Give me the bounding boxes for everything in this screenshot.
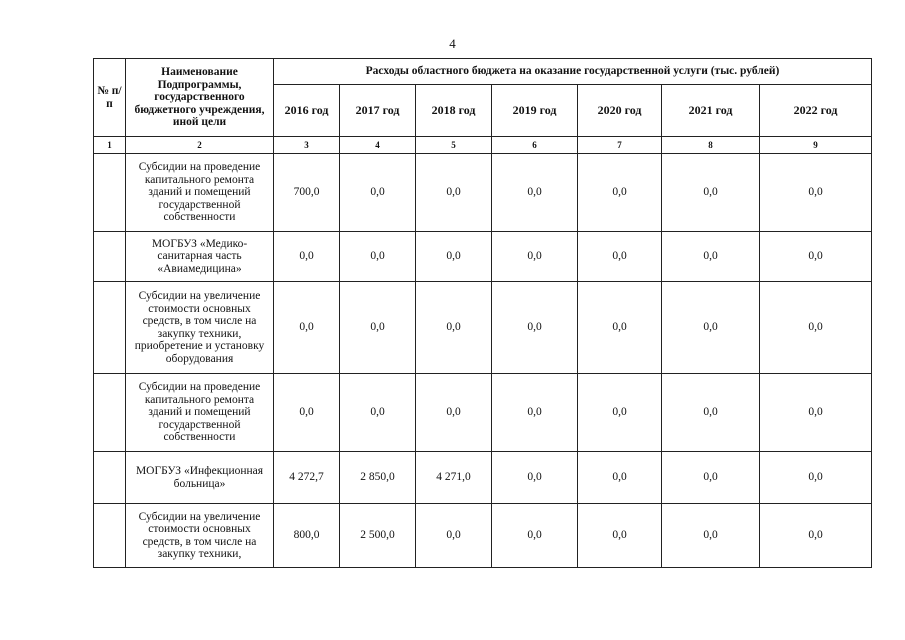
row-name: МОГБУЗ «Медико-санитарная часть «Авиамедицина» — [126, 232, 274, 282]
header-year: 2018 год — [416, 85, 492, 137]
header-year: 2019 год — [492, 85, 578, 137]
header-group-title: Расходы областного бюджета на оказание государственной услуги (тыс. рублей) — [274, 59, 872, 85]
row-value: 0,0 — [340, 232, 416, 282]
row-value: 0,0 — [578, 232, 662, 282]
row-value: 0,0 — [760, 452, 872, 504]
column-number: 7 — [578, 137, 662, 154]
row-value: 0,0 — [340, 374, 416, 452]
row-value: 0,0 — [760, 154, 872, 232]
row-value: 700,0 — [274, 154, 340, 232]
column-number: 3 — [274, 137, 340, 154]
row-value: 0,0 — [492, 282, 578, 374]
column-number: 2 — [126, 137, 274, 154]
row-value: 0,0 — [416, 232, 492, 282]
row-name: Субсидии на увеличение стоимости основных средств, в том числе на закупку техники, — [126, 504, 274, 568]
row-value: 0,0 — [416, 374, 492, 452]
row-num — [94, 282, 126, 374]
header-name: Наименование Подпрограммы, государственного бюджетного учреждения, иной цели — [126, 59, 274, 137]
row-value: 0,0 — [274, 374, 340, 452]
row-value: 0,0 — [578, 154, 662, 232]
row-num — [94, 452, 126, 504]
page-number: 4 — [449, 36, 456, 51]
row-value: 0,0 — [416, 282, 492, 374]
row-value: 0,0 — [760, 374, 872, 452]
column-number: 9 — [760, 137, 872, 154]
header-year: 2021 год — [662, 85, 760, 137]
row-num — [94, 154, 126, 232]
row-value: 0,0 — [578, 282, 662, 374]
row-value: 0,0 — [274, 232, 340, 282]
table-row — [94, 282, 872, 374]
row-value: 0,0 — [492, 154, 578, 232]
row-value: 0,0 — [274, 282, 340, 374]
row-value: 0,0 — [492, 452, 578, 504]
row-value: 0,0 — [662, 452, 760, 504]
column-number: 1 — [94, 137, 126, 154]
row-value: 0,0 — [760, 232, 872, 282]
header-year: 2022 год — [760, 85, 872, 137]
header-year: 2016 год — [274, 85, 340, 137]
row-value: 0,0 — [662, 504, 760, 568]
row-value: 0,0 — [578, 374, 662, 452]
column-number: 5 — [416, 137, 492, 154]
row-num — [94, 374, 126, 452]
row-value: 0,0 — [662, 154, 760, 232]
row-value: 0,0 — [760, 282, 872, 374]
row-value: 4 271,0 — [416, 452, 492, 504]
column-number: 8 — [662, 137, 760, 154]
table-row — [94, 504, 872, 568]
row-name: МОГБУЗ «Инфекционная больница» — [126, 452, 274, 504]
row-value: 0,0 — [760, 504, 872, 568]
row-value: 0,0 — [340, 154, 416, 232]
row-value: 0,0 — [416, 504, 492, 568]
column-number: 4 — [340, 137, 416, 154]
row-value: 0,0 — [578, 504, 662, 568]
table-row — [94, 154, 872, 232]
header-year: 2017 год — [340, 85, 416, 137]
row-num — [94, 504, 126, 568]
row-name: Субсидии на проведение капитального ремонта зданий и помещений государственной собственности — [126, 154, 274, 232]
budget-table — [93, 58, 872, 568]
row-value: 2 500,0 — [340, 504, 416, 568]
row-value: 800,0 — [274, 504, 340, 568]
row-value: 0,0 — [492, 374, 578, 452]
row-value: 0,0 — [662, 282, 760, 374]
table-row — [94, 374, 872, 452]
table-row — [94, 232, 872, 282]
row-value: 0,0 — [492, 232, 578, 282]
row-name: Субсидии на увеличение стоимости основных средств, в том числе на закупку техники, приобретение и установку оборудования — [126, 282, 274, 374]
row-value: 0,0 — [578, 452, 662, 504]
row-value: 0,0 — [340, 282, 416, 374]
row-value: 0,0 — [492, 504, 578, 568]
header-year: 2020 год — [578, 85, 662, 137]
row-value: 0,0 — [416, 154, 492, 232]
row-num — [94, 232, 126, 282]
row-name: Субсидии на проведение капитального ремонта зданий и помещений государственной собственности — [126, 374, 274, 452]
header-num: № п/п — [94, 59, 126, 137]
column-number: 6 — [492, 137, 578, 154]
row-value: 0,0 — [662, 374, 760, 452]
row-value: 2 850,0 — [340, 452, 416, 504]
table-row — [94, 452, 872, 504]
row-value: 4 272,7 — [274, 452, 340, 504]
row-value: 0,0 — [662, 232, 760, 282]
